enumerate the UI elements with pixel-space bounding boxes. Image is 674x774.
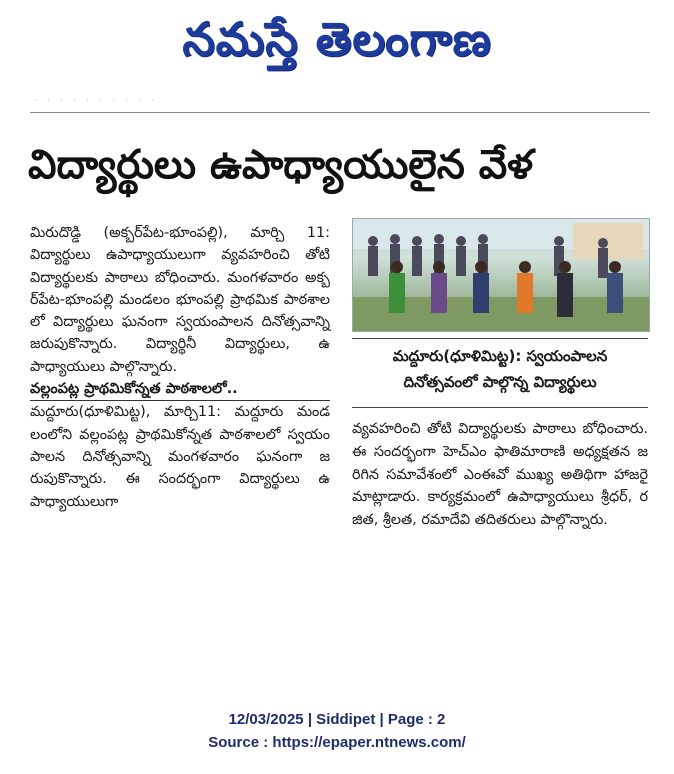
article-headline: విద్యార్థులు ఉపాధ్యాయులైన వేళ	[28, 142, 534, 188]
masthead	[0, 6, 674, 72]
dateline-bar	[30, 92, 650, 113]
article-paragraph: మద్దూరు(ధూళిమిట్ట), మార్చి11: మద్దూరు మండలంలోని వల్లంపట్ల ప్రాథమికోన్నత పాఠశాలలో స్వయం పాలన దినోత్సవాన్ని మంగళవారం ఘనంగా జరుపుకొన్నారు. ఈ సందర్భంగా విద్యార్థులు ఉపాధ్యాయులుగా	[30, 404, 330, 510]
source-footer	[0, 708, 674, 754]
news-photo-illustration	[353, 219, 649, 331]
article-right-column	[352, 418, 648, 532]
masthead-title: నమస్తే తెలంగాణ	[182, 12, 492, 66]
dateline-text: · · · · · · · · · ·	[34, 96, 159, 105]
footer-source-line: Source : https://epaper.ntnews.com/	[208, 734, 466, 751]
article-paragraph: మిరుదొడ్డి (అక్బర్‌పేట-భూంపల్లి), మార్చి 11: విద్యార్థులు ఉపాధ్యాయులుగా వ్యవహరించి తోటి విద్యార్థులకు పాఠాలు బోధించారు. మంగళవారం అక్బర్‌పేట-భూంపల్లి మండలం భూంపల్లి ప్రాథమిక పాఠశాలలో విద్యార్థులు ఘనంగా స్వయంపాలన దినోత్సవాన్ని జరుపుకొన్నారు. విద్యార్థినీ విద్యార్థులు, ఉపాధ్యాయులు పాల్గొన్నారు.	[30, 225, 330, 375]
news-photo	[352, 218, 650, 332]
photo-caption	[352, 338, 648, 408]
photo-caption-line: మద్దూరు(ధూళిమిట్ట): స్వయంపాలన	[392, 347, 608, 365]
photo-caption-line: దినోత్సవంలో పాల్గొన్న విద్యార్థులు	[403, 373, 597, 391]
article-left-column	[30, 222, 330, 513]
footer-date-line: 12/03/2025 | Siddipet | Page : 2	[228, 711, 446, 728]
article-paragraph: వ్యవహరించి తోటి విద్యార్థులకు పాఠాలు బోధించారు. ఈ సందర్భంగా హెచ్‌ఎం ఫాతిమారాణి అధ్యక్షతన జరిగిన సమావేశంలో ఎంఈవో ముఖ్య అతిథిగా హాజరై మాట్లాడారు. కార్యక్రమంలో ఉపాధ్యాయులు శ్రీధర్, రజిత, శ్రీలత, రమాదేవి తదితరులు పాల్గొన్నారు.	[352, 421, 648, 529]
article-subhead: వల్లంపట్ల ప్రాథమికోన్నత పాఠశాలలో..	[30, 378, 330, 401]
